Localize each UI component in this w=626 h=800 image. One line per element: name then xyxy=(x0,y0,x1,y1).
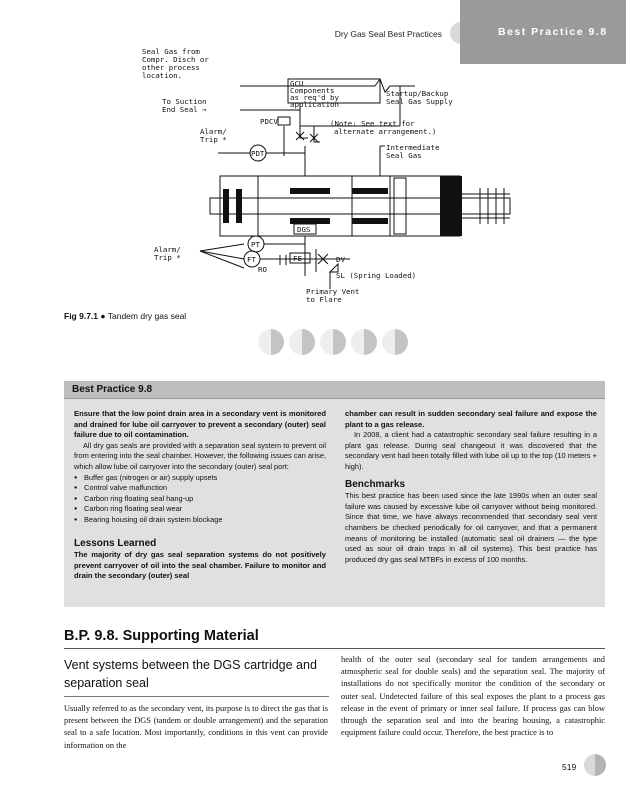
best-practice-column-right xyxy=(345,409,597,565)
seal-schematic xyxy=(140,46,520,308)
fig-label-seal-gas-1: Seal Gas from xyxy=(142,47,200,56)
case-paragraph: In 2008, a client had a catastrophic secondary seal failure resulting in a plant gas release. During seal changeout it was discovered that the secondary vent had been totally filled with lube oil up to the top (10 meters + high). xyxy=(345,430,597,471)
decorative-dots xyxy=(258,329,488,355)
fig-label-vent-1: Primary Vent xyxy=(306,287,360,296)
lessons-learned-text: The majority of dry gas seal separation systems do not positively prevent carryover of oil into the seal chamber. Failure to monitor and drain the secondary (outer) seal xyxy=(74,550,326,581)
fig-label-note-1: (Note: See text for xyxy=(330,119,415,128)
dot-icon xyxy=(258,329,284,355)
list-item: ● Buffer gas (nitrogen or air) supply upsets xyxy=(74,473,326,484)
list-item: ● Carbon ring floating seal hang-up xyxy=(74,494,326,505)
caption-text: Tandem dry gas seal xyxy=(107,311,187,321)
page-half-circle xyxy=(584,754,606,776)
fig-label-startup-2: Seal Gas Supply xyxy=(386,97,453,106)
fig-label-seal-gas-2: Compr. Disch or xyxy=(142,55,209,64)
fig-label-alarm-trip-2: Trip * xyxy=(200,135,227,144)
fig-label-ro: RO xyxy=(258,265,267,274)
fig-label-suction-2: End Seal → xyxy=(162,105,207,114)
best-practice-lead-continued: chamber can result in sudden secondary seal failure and expose the plant to a gas release. xyxy=(345,409,597,429)
subheading-rule xyxy=(64,696,329,697)
benchmarks-heading: Benchmarks xyxy=(345,478,406,490)
fig-label-pdt: PDT xyxy=(251,149,265,158)
fig-label-gcu-1: GCU xyxy=(290,79,304,88)
body-text-right: health of the outer seal (secondary seal for tandem arrangements and atmospheric seal for double seals) and the separation seal. The majority of installations do not specifically monitor the condition of the secondary or outer seal. Undetected failure of this seal exposes the plant to a process gas release in the event of primary or inner seal failure. If process gas can blow through the separation seal and into the bearing housing, a catastrophic equipment failure could occur. Therefore, the best practice is to xyxy=(341,655,605,738)
best-practice-header xyxy=(64,381,605,399)
figure-number: Fig 9.7.1 xyxy=(64,311,99,321)
dot-icon xyxy=(320,329,346,355)
list-item: ● Bearing housing oil drain system blockage xyxy=(74,515,326,526)
list-item: ● Carbon ring floating seal wear xyxy=(74,504,326,515)
fig-label-intermediate-1: Intermediate xyxy=(386,143,440,152)
fig-label-seal-gas-3: other process xyxy=(142,63,200,72)
fig-label-ft: FT xyxy=(247,255,256,264)
caption-bullet: ● xyxy=(100,311,106,321)
best-practice-lead: Ensure that the low point drain area in a secondary vent is monitored and drained for lube oil carryover to prevent a secondary (outer) seal failure due to oil contamination. xyxy=(74,409,326,440)
dot-icon xyxy=(289,329,315,355)
dot-icon xyxy=(382,329,408,355)
fig-label-intermediate-2: Seal Gas xyxy=(386,151,422,160)
list-item: ● Control valve malfunction xyxy=(74,483,326,494)
running-head: Dry Gas Seal Best Practices xyxy=(334,29,442,39)
best-practice-box xyxy=(64,381,605,607)
best-practice-column-left xyxy=(74,409,326,582)
fig-label-note-2: alternate arrangement.) xyxy=(334,127,437,136)
page-number: 519 xyxy=(562,762,577,772)
fig-label-dgs: DGS xyxy=(297,225,311,234)
benchmarks-text: This best practice has been used since the late 1990s when an outer seal failure was caused by excessive lube oil carryover without being monitored. Since that time, we have always recommended that secondary seal vent chambers be checked periodically for oil carryover, and that a permanent means of monitoring be installed (automatic seal oil drainers — the type used as sour oil drain traps in all oil systems). This best practice has produced dry gas seal MTBFs in excess of 100 months. xyxy=(345,491,597,564)
fig-label-suction-1: To Suction xyxy=(162,97,207,106)
fig-label-pt: PT xyxy=(251,240,260,249)
fig-label-gcu-4: application xyxy=(290,100,339,109)
supporting-material-title: B.P. 9.8. Supporting Material xyxy=(64,628,259,644)
title-rule xyxy=(64,648,605,649)
fig-label-seal-gas-4: location. xyxy=(142,71,183,80)
fig-label-dv: DV xyxy=(336,255,345,264)
fig-label-vent-2: to Flare xyxy=(306,295,342,304)
body-text-left: Usually referred to as the secondary vent, its purpose is to direct the gas that is present between the DGS (tandem or double arrangement) and the separation seal to a safe location. Most importantly, conditions in this vent can provide information on the xyxy=(64,704,328,750)
tandem-seal-figure xyxy=(140,46,520,308)
header-tab-label: Best Practice 9.8 xyxy=(498,26,608,38)
best-practice-paragraph: All dry gas seals are provided with a separation seal system to prevent oil from entering into the seal chamber. However, the following issues can arise, which allow lube oil carryover into the secondary (outer) seal port: xyxy=(74,440,326,471)
fig-label-alarm-trip-b2: Trip * xyxy=(154,253,181,262)
best-practice-title: Best Practice 9.8 xyxy=(72,384,153,395)
issue-list xyxy=(74,473,326,526)
section-subheading: Vent systems between the DGS cartridge and separation seal xyxy=(64,658,317,690)
fig-label-startup-1: Startup/Backup xyxy=(386,89,449,98)
fig-label-sl: SL (Spring Loaded) xyxy=(336,271,417,280)
fig-label-pdcv: PDCV xyxy=(260,117,278,126)
lessons-learned-heading: Lessons Learned xyxy=(74,537,157,549)
fig-label-gcu-3: as req'd by xyxy=(290,93,339,102)
fig-label-alarm-trip-b1: Alarm/ xyxy=(154,245,181,254)
figure-caption xyxy=(64,311,186,321)
dot-icon xyxy=(351,329,377,355)
fig-label-alarm-trip-1: Alarm/ xyxy=(200,127,227,136)
fig-label-fe: FE xyxy=(293,254,302,263)
fig-label-gcu-2: Components xyxy=(290,86,335,95)
